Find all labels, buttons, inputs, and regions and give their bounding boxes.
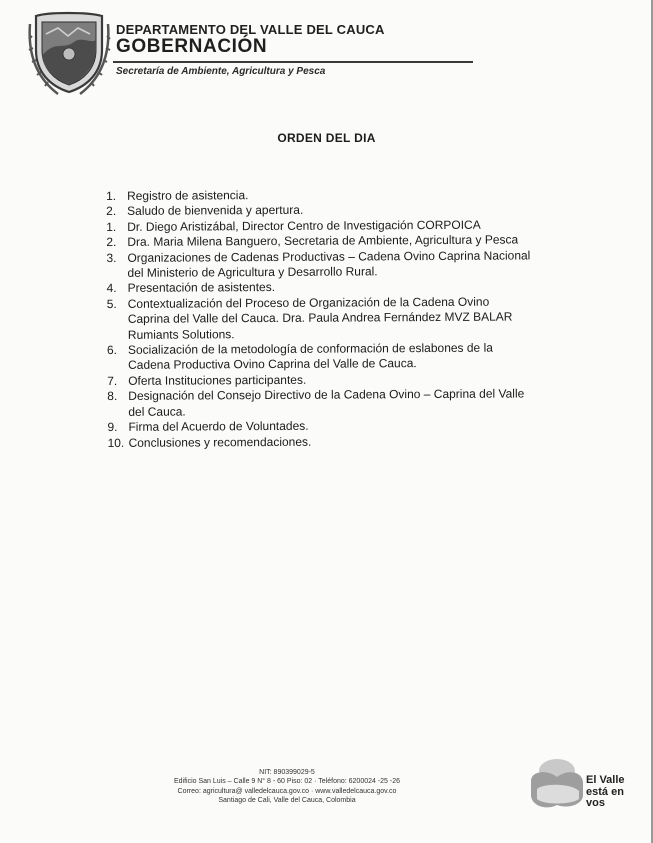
footer-address: Edificio San Luis – Calle 9 N° 8 - 60 Piso: 02 · Teléfono: 6200024 -25 -26 [173, 778, 401, 786]
agenda-item-text [128, 386, 587, 420]
agenda-item-line: Presentación de asistentes. [127, 280, 276, 296]
agenda-item-number: 8. [107, 389, 118, 404]
agenda-item [108, 433, 588, 451]
agenda-item-line: Registro de asistencia. [126, 188, 249, 203]
agenda-item-line: Oferta Instituciones participantes. [128, 372, 307, 388]
agenda-item-number: 3. [106, 250, 117, 265]
agenda-item-line: Dr. Diego Aristizábal, Director Centro de Investigación CORPOICA [127, 217, 481, 234]
footer-contact [122, 768, 452, 805]
agenda-item-number: 9. [107, 420, 118, 435]
agenda-item-line: del Ministerio de Agricultura y Desarrollo Rural. [127, 264, 378, 280]
agenda-item [107, 386, 587, 420]
footer-city: Santiago de Cali, Valle del Cauca, Colombia [218, 796, 356, 804]
agenda-item-text [129, 433, 588, 451]
agenda-item-line: Firma del Acuerdo de Voluntades. [128, 418, 309, 434]
agenda-item-number: 5. [106, 296, 117, 311]
logo-line-3: vos [586, 797, 605, 809]
logo-line-1: El Valle [586, 774, 625, 786]
logo-wordmark [586, 775, 625, 810]
agenda-item-line: Caprina del Valle del Cauca. Dra. Paula Andrea Fernández MVZ BALAR [127, 309, 513, 327]
el-valle-esta-en-vos-logo-icon [527, 753, 585, 813]
header-divider [113, 61, 473, 63]
agenda-item-number: 6. [106, 342, 118, 358]
department-name: DEPARTAMENTO DEL VALLE DEL CAUCA [116, 22, 385, 37]
agenda-item-line: Cadena Productiva Ovino Caprina del Valle de Cauca. [128, 356, 417, 373]
agenda-item-number: 1. [106, 219, 117, 234]
secretaria-subtitle: Secretaría de Ambiente, Agricultura y Pesca [116, 66, 326, 77]
logo-line-2: está en [586, 785, 624, 798]
page-title: ORDEN DEL DIA [277, 131, 376, 145]
agenda-item-number: 7. [107, 373, 118, 388]
agenda-item-line: Dra. Maria Milena Banguero, Secretaria de Ambiente, Agricultura y Pesca [127, 232, 519, 250]
agenda-item-number: 10. [107, 435, 125, 450]
footer-email: Correo: agricultura@ valledelcauca.gov.co · www.valledelcauca.gov.co [177, 787, 397, 795]
agenda-item [107, 294, 587, 343]
agenda-item-line: del Cauca. [128, 404, 186, 419]
agenda-item-line: Contextualización del Proceso de Organización de la Cadena Ovino [127, 294, 490, 311]
agenda-item-line: Rumiants Solutions. [127, 326, 235, 342]
coat-of-arms-icon [28, 10, 112, 96]
agenda-item-text [128, 340, 587, 374]
agenda-item-line: Socialización de la metodología de conformación de eslabones de la [127, 340, 493, 357]
agenda-item [106, 248, 586, 282]
agenda-item-line: Designación del Consejo Directivo de la Cadena Ovino – Caprina del Valle [128, 386, 525, 404]
agenda-item-number: 2. [106, 204, 117, 219]
gobernacion-heading: GOBERNACIÓN [116, 36, 268, 57]
agenda-item-number: 4. [106, 281, 117, 296]
agenda-item-line: Saludo de bienvenida y apertura. [127, 203, 304, 219]
agenda-item-text [128, 294, 587, 343]
agenda-list [106, 186, 588, 451]
agenda-item-line: Organizaciones de Cadenas Productivas – Cadena Ovino Caprina Nacional [127, 248, 531, 265]
agenda-item-line: Conclusiones y recomendaciones. [128, 434, 312, 450]
agenda-item-number: 1. [106, 188, 117, 203]
agenda-item-text [127, 248, 586, 282]
agenda-item [107, 340, 587, 374]
agenda-item-number: 2. [106, 235, 117, 250]
footer-nit: NIT: 890399029-5 [259, 769, 315, 776]
